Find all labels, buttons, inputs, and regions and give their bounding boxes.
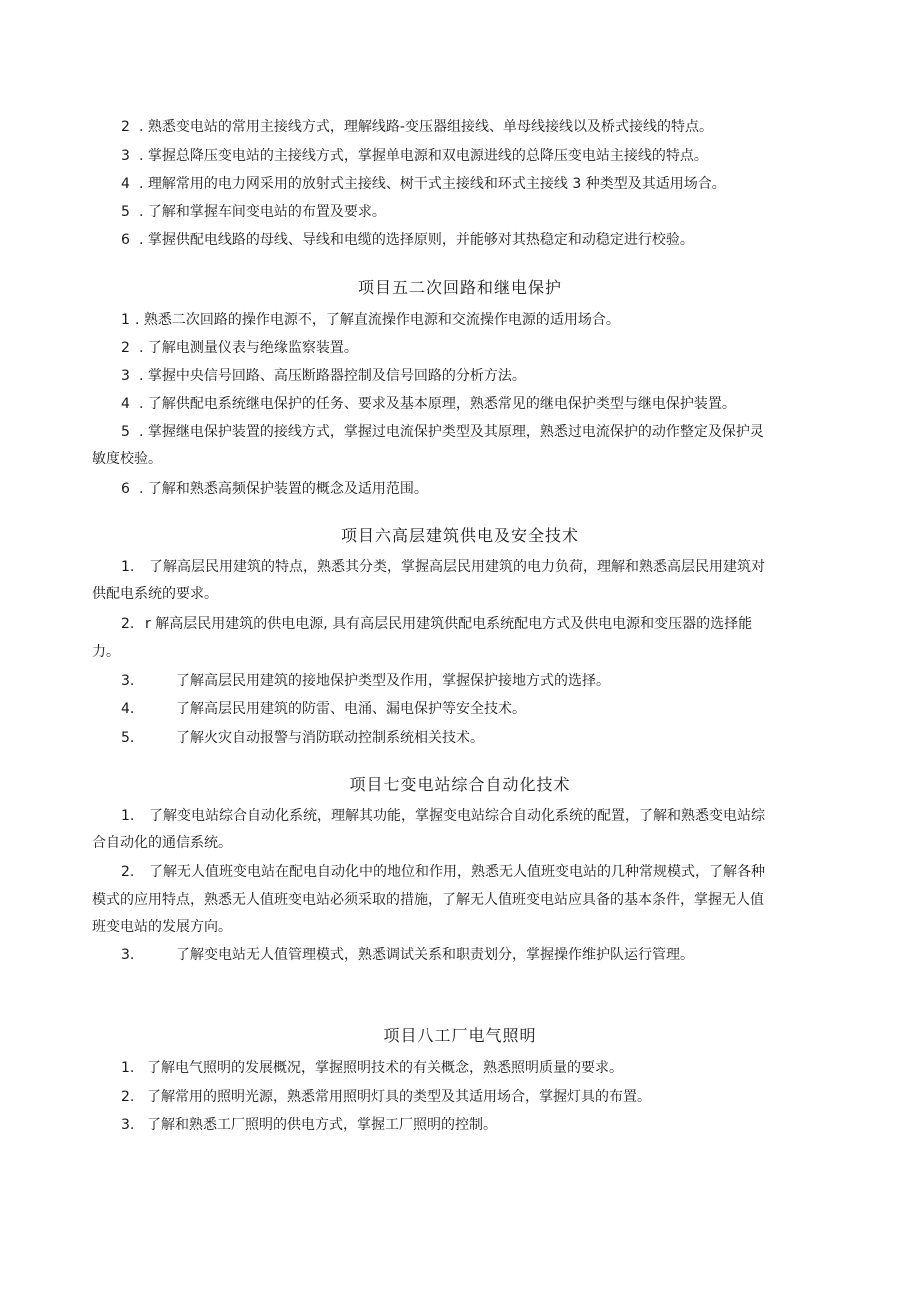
list-item — [121, 695, 526, 724]
item-text: 了解无人值班变电站在配电自动化中的地位和作用，熟悉无人值班变电站的几种常规模式，了解各种 — [149, 864, 765, 880]
list-item — [121, 941, 694, 970]
item-number: 2. — [121, 864, 135, 880]
item-number: 3. — [121, 947, 135, 963]
item-text: 了解电气照明的发展概况，掌握照明技术的有关概念，熟悉照明质量的要求。 — [147, 1060, 623, 1076]
section-title: 项目五二次回路和继电保护 — [357, 278, 562, 297]
item-text: 了解高层民用建筑的特点，熟悉其分类，掌握高层民用建筑的电力负荷，理解和熟悉高层民用建筑对 — [149, 559, 765, 575]
item-number: 3 — [121, 148, 130, 164]
item-text: 了解高层民用建筑的接地保护类型及作用，掌握保护接地方式的选择。 — [176, 673, 610, 689]
list-item — [121, 390, 736, 419]
list-item — [121, 198, 386, 227]
item-number: 1. — [121, 1060, 135, 1076]
list-item — [121, 334, 358, 363]
list-item — [121, 610, 752, 639]
item-number: 6 — [121, 481, 130, 497]
list-item — [121, 858, 765, 887]
list-item — [121, 724, 484, 753]
item-text: . 了解电测量仪表与绝缘监察装置。 — [139, 340, 358, 356]
list-item — [121, 170, 726, 199]
item-number: 5. — [121, 730, 135, 746]
item-number: 3. — [121, 673, 135, 689]
list-item — [121, 306, 620, 335]
item-number: 1 — [121, 312, 130, 328]
list-item — [121, 1083, 651, 1112]
item-number: 5 — [121, 204, 130, 220]
list-item — [121, 1111, 497, 1140]
item-number: 2 — [121, 119, 130, 135]
item-text: 了解高层民用建筑的防雷、电涌、漏电保护等安全技术。 — [176, 701, 526, 717]
item-text: 了解变电站综合自动化系统，理解其功能，掌握变电站综合自动化系统的配置，了解和熟悉变电站综 — [149, 808, 765, 824]
section-title: 项目六高层建筑供电及安全技术 — [340, 526, 579, 545]
item-number: 3. — [121, 1117, 135, 1133]
item-text: 了解变电站无人值管理模式，熟悉调试关系和职责划分，掌握操作维护队运行管理。 — [176, 947, 694, 963]
list-item — [121, 475, 428, 504]
section-title: 项目七变电站综合自动化技术 — [349, 775, 571, 794]
item-number: 6 — [121, 232, 130, 248]
item-text: . 掌握总降压变电站的主接线方式，掌握单电源和双电源进线的总降压变电站主接线的特点。 — [139, 148, 708, 164]
item-number: 5 — [121, 424, 130, 440]
item-text: . 熟悉二次回路的操作电源不，了解直流操作电源和交流操作电源的适用场合。 — [135, 312, 620, 328]
list-item — [121, 802, 765, 831]
list-item-continuation: 供配电系统的要求。 — [92, 586, 218, 602]
item-number: 4 — [121, 176, 130, 192]
list-item — [121, 142, 708, 171]
list-item-continuation: 模式的应用特点，熟悉无人值班变电站必须采取的措施，了解无人值班变电站应具备的基本条件，掌握无人值 — [92, 892, 764, 908]
list-item — [121, 362, 526, 391]
item-text: r 解高层民用建筑的供电电源, 具有高层民用建筑供配电系统配电方式及供电电源和变压器的选择能 — [145, 616, 753, 632]
item-text: . 掌握继电保护装置的接线方式，掌握过电流保护类型及其原理，熟悉过电流保护的动作整定及保护灵 — [139, 424, 764, 440]
list-item-continuation: 敏度校验。 — [92, 451, 162, 467]
item-number: 2. — [121, 1089, 135, 1105]
item-number: 2 — [121, 340, 130, 356]
item-number: 3 — [121, 368, 130, 384]
item-text: . 了解和掌握车间变电站的布置及要求。 — [139, 204, 386, 220]
list-item-continuation: 合自动化的通信系统。 — [92, 835, 232, 851]
list-item — [121, 113, 713, 142]
list-item-continuation: 班变电站的发展方向。 — [92, 919, 232, 935]
list-item-continuation: 力。 — [92, 644, 120, 660]
section-title: 项目八工厂电气照明 — [383, 1026, 537, 1045]
item-text: 了解常用的照明光源，熟悉常用照明灯具的类型及其适用场合，掌握灯具的布置。 — [147, 1089, 651, 1105]
item-text: . 了解供配电系统继电保护的任务、要求及基本原理，熟悉常见的继电保护类型与继电保护装置。 — [139, 396, 736, 412]
item-number: 4 — [121, 396, 130, 412]
list-item — [121, 1054, 623, 1083]
item-text: . 理解常用的电力网采用的放射式主接线、树干式主接线和环式主接线 3 种类型及其适用场合。 — [139, 176, 726, 192]
item-text: 了解和熟悉工厂照明的供电方式，掌握工厂照明的控制。 — [147, 1117, 497, 1133]
list-item — [121, 418, 764, 447]
item-text: . 了解和熟悉高频保护装置的概念及适用范围。 — [139, 481, 428, 497]
item-text: . 掌握供配电线路的母线、导线和电缆的选择原则，并能够对其热稳定和动稳定进行校验。 — [139, 232, 694, 248]
list-item — [121, 553, 765, 582]
item-number: 2. — [121, 616, 135, 632]
item-text: . 熟悉变电站的常用主接线方式，理解线路-变压器组接线、单母线接线以及桥式接线的特点。 — [139, 119, 713, 135]
list-item — [121, 226, 694, 255]
list-item — [121, 667, 610, 696]
item-text: . 掌握中央信号回路、高压断路器控制及信号回路的分析方法。 — [139, 368, 526, 384]
item-text: 了解火灾自动报警与消防联动控制系统相关技术。 — [176, 730, 484, 746]
item-number: 1. — [121, 808, 135, 824]
item-number: 4. — [121, 701, 135, 717]
item-number: 1. — [121, 559, 135, 575]
